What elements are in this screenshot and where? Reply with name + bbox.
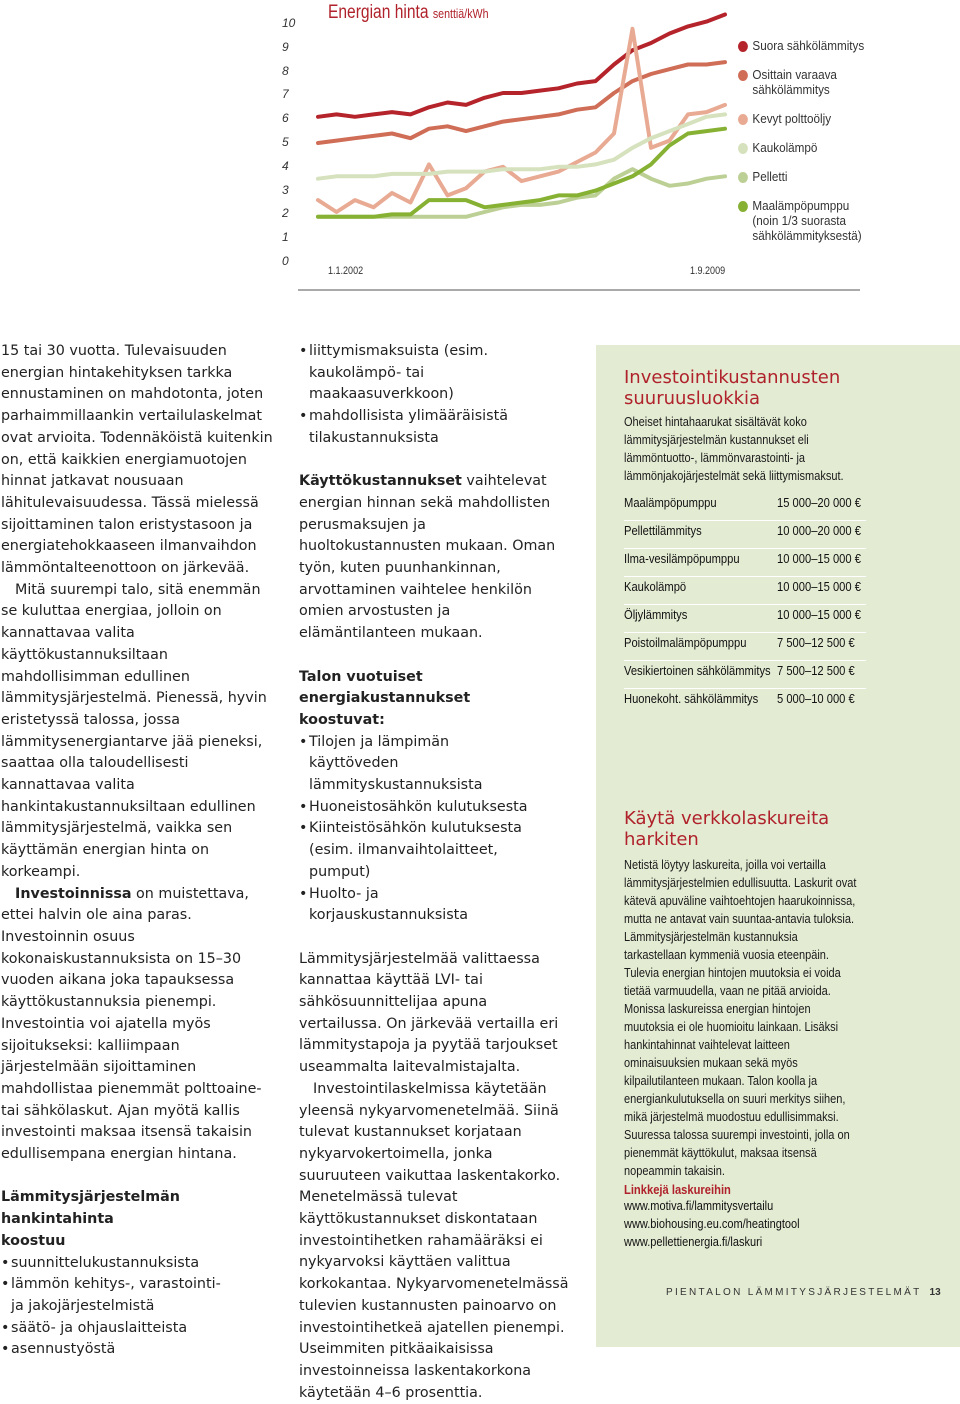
bullet-list [299, 341, 531, 450]
list-item: • Tilojen ja lämpimän käyttöveden lämmityskustannuksista [299, 732, 539, 797]
box-title: Käytä verkkolaskureita harkiten [624, 808, 830, 850]
links-title: Linkkejä laskureihin [624, 1182, 731, 1197]
table-row: Poistoilmalämpöpumppu 7 500–12 500 € [624, 633, 866, 661]
paragraph: 15 tai 30 vuotta. Tulevaisuuden energian hintakehityksen tarkka ennustaminen on mahdotonta, joten parhaimmillaankin vertailulaskelmat ovat arvioita. Todennäköistä kuitenkin on, että kaikkien energiamuotojen hinnat jatkavat nousuaan lähitulevaisuudessa. Tässä mielessä sijoittaminen talon eristystasoon ja energiatehokkaaseen ilmanvaihdon lämmöntalteenottoon on järkevää. [1, 343, 273, 577]
list-item: • mahdollisista ylimääräisistä tilakustannuksista [299, 406, 531, 449]
page-footer: PIENTALON LÄMMITYSJÄRJESTELMÄT 13 [666, 1287, 941, 1298]
legend-dot [738, 41, 748, 52]
bullet-list [1, 1253, 273, 1362]
y-tick-label: 9 [282, 39, 289, 54]
info-box [596, 345, 960, 1347]
table-row: Maalämpöpumppu 15 000–20 000 € [624, 493, 866, 521]
legend-item: Maalämpöpumppu (noin 1/3 suorasta sähkölämmityksestä) [738, 198, 927, 246]
list-item: • Kiinteistösähkön kulutuksesta (esim. ilmanvaihtolaitteet, pumput) [299, 818, 539, 883]
table-row: Ilma-vesilämpöpumppu 10 000–15 000 € [624, 549, 866, 577]
paragraph: Lämmitysjärjestelmää valittaessa kannattaa käyttää LVI- tai sähkösuunnittelijaa apuna vertailussa. On järkevää vertailla eri lämmitystapoja ja pyytää tarjoukset useammalta laitevalmistajalta. [299, 950, 559, 1076]
y-tick-label: 7 [282, 87, 289, 102]
text-column-1 [1, 341, 273, 1361]
x-tick-label: 1.1.2002 [328, 265, 364, 277]
y-tick-label: 4 [282, 158, 289, 173]
box-title: Investointikustannusten suuruusluokkia [624, 367, 841, 409]
chart-legend [738, 38, 948, 246]
series-line [318, 62, 725, 143]
y-tick-label: 10 [282, 16, 296, 30]
list-item: • Huolto- ja korjauskustannuksista [299, 884, 539, 927]
y-tick-label: 6 [282, 111, 289, 126]
y-tick-label: 0 [282, 254, 289, 268]
box-text: Netistä löytyy laskureita, joilla voi vertailla lämmitysjärjestelmien edullisuutta. Laskurit ovat kätevä apuväline vaihtoehtojen haarukoinnissa, mutta ne antavat vain suuntaa-antavia tuloksia. Lämmitysjärjestelmän kustannuksia tarkastellaan kymmeniä vuosia eteenpäin. Tulevia energian hintojen muutoksia ei voida tietää varmuudella, vaan ne pitää arvioida. Monissa laskureissa energian hintojen muutoksia ei ole huomioitu lainkaan. Lisäksi hankintahinnat vaihtelevat laitteen ominaisuuksien mukaan sekä myös kilpailutilanteen mukaan. Talon koolla ja energiankulutuksella on suuri merkitys siihen, mikä järjestelmä muodostuu edullisimmaksi. Suuressa talossa suurempi investointi, jolla on pienemmät käyttökulut, maksaa itsensä nopeammin takaisin. [624, 857, 857, 1178]
box-intro: Oheiset hintahaarukat sisältävät koko lämmitysjärjestelmän kustannukset eli lämmöntuotto-, lämmönvarastointi- ja lämmönjakojärjestelmät sekä liittymismaksut. [624, 414, 844, 483]
paragraph: Investoinnissa on muistettava, ettei halvin ole aina paras. Investoinnin osuus kokonaiskustannuksista on 15–30 vuoden aikana joka tapauksessa käyttökustannuksia pienempi. Investointia voi ajatella myös sijoitukseksi: kalliimpaan järjestelmään sijoittaminen mahdollistaa pienemmät polttoaine- tai sähkölaskut. Ajan myötä kallis investointi maksaa itsensä takaisin edullisempana energian hintana. [1, 885, 262, 1163]
section-heading: Lämmitysjärjestelmän hankintahinta koostuu [1, 1189, 180, 1249]
legend-dot [738, 172, 748, 183]
list-item: • liittymismaksuista (esim. kaukolämpö- tai maakaasuverkkoon) [299, 341, 531, 406]
table-row: Huonekoht. sähkölämmitys 5 000–10 000 € [624, 691, 855, 706]
y-tick-label: 5 [282, 135, 289, 149]
series-line [318, 114, 725, 178]
y-tick-label: 3 [282, 182, 289, 197]
legend-dot [738, 114, 748, 125]
section-heading: Talon vuotuiset energiakustannukset koostuvat: [299, 668, 471, 728]
list-item: • lämmön kehitys-, varastointi- ja jakojärjestelmistä [1, 1274, 236, 1317]
legend-item: Kaukolämpö [738, 140, 927, 169]
paragraph: Käyttökustannukset vaihtelevat energian hinnan sekä mahdollisten perusmaksujen ja huoltokustannusten mukaan. Oman työn, kuten puunhankinnan, arvottaminen vaihtelee henkilön omien arvostusten ja elämäntilanteen mukaan. [299, 473, 556, 642]
legend-item: Pelletti [738, 169, 927, 198]
y-tick-label: 2 [282, 206, 289, 221]
list-item: • Huoneistosähkön kulutuksesta [299, 797, 539, 819]
legend-item: Kevyt polttoöljy [738, 111, 927, 140]
legend-item: Suora sähkölämmitys [738, 38, 927, 67]
x-tick-label: 1.9.2009 [690, 265, 726, 277]
bullet-list [299, 732, 539, 927]
y-tick-label: 8 [282, 63, 289, 78]
chart-title: Energian hinta senttiä/kWh [328, 2, 489, 23]
list-item: • säätö- ja ohjauslaitteista [1, 1318, 273, 1340]
paragraph: Mitä suurempi talo, sitä enemmän se kuluttaa energiaa, jolloin on kannattavaa valita käyttökustannuksiltaan mahdollisimman edullinen lämmitysjärjestelmä. Pienessä, hyvin eristetyssä talossa, jossa lämmitysenergiantarve jää pieneksi, saattaa olla taloudellisesti kannattavaa valita hankintakustannuksiltaan edullinen lämmitysjärjestelmä, vaikka sen käyttämän energian hinta on korkeampi. [1, 581, 267, 880]
price-table [624, 493, 866, 716]
list-item: • suunnittelukustannuksista [1, 1253, 273, 1275]
legend-dot [738, 201, 748, 212]
legend-dot [738, 70, 748, 81]
link-motiva[interactable]: www.motiva.fi/lammitysvertailu [624, 1198, 774, 1213]
legend-item: Osittain varaava sähkölämmitys [738, 67, 927, 111]
link-pellettienergia[interactable]: www.pellettienergia.fi/laskuri [624, 1234, 763, 1249]
table-row: Kaukolämpö 10 000–15 000 € [624, 577, 866, 605]
series-line [318, 15, 725, 117]
link-biohousing[interactable]: www.biohousing.eu.com/heatingtool [624, 1216, 800, 1231]
table-row: Pellettilämmitys 10 000–20 000 € [624, 521, 866, 549]
table-row: Öljylämmitys 10 000–15 000 € [624, 605, 866, 633]
list-item: • asennustyöstä [1, 1339, 273, 1361]
legend-dot [738, 143, 748, 154]
y-tick-label: 1 [282, 230, 289, 245]
text-column-2 [299, 341, 571, 1404]
table-row: Vesikiertoinen sähkölämmitys 7 500–12 500 € [624, 661, 866, 689]
paragraph: Investointilaskelmissa käytetään yleensä nykyarvomenetelmää. Siinä tulevat kustannukset korjataan nykyarvokertoimella, jonka suuruuteen vaikuttaa laskentakorko. Menetelmässä tulevat käyttökustannukset diskontataan investointihetken rahamääräksi ei nykyarvoksi käyttäen valittua korkokantaa. Nykyarvomenetelmässä tulevien kustannusten painoarvo on investointihetkeä ajatellen pienempi. Useimmiten pitkäaikaisissa investoinneissa laskentakorkona käytetään 4–6 prosenttia. [299, 1080, 569, 1401]
